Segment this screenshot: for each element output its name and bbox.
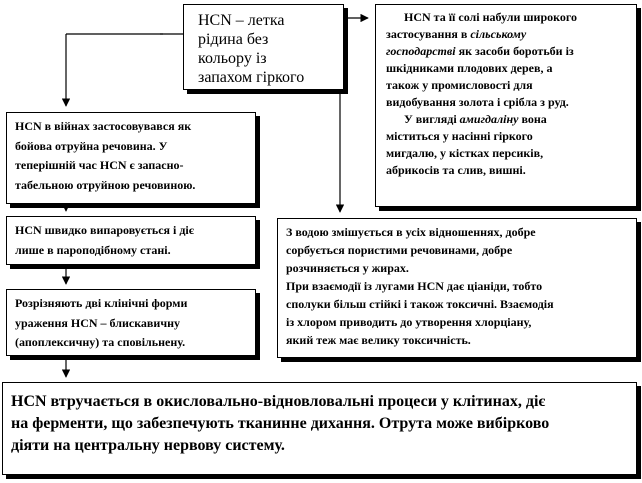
box-line: який теж має велику токсичність. bbox=[286, 333, 471, 347]
text-span: вона bbox=[518, 112, 547, 126]
box-line bbox=[386, 43, 630, 60]
box-line: також у промисловості для bbox=[386, 78, 533, 92]
box-line: HCN втручається в окисловально-відновловальні процеси у клітинах, діє bbox=[11, 393, 546, 410]
box-line: Розрізняють дві клінічні форми bbox=[15, 296, 188, 310]
box-line: видобування золота і срібла з руд. bbox=[386, 95, 569, 109]
box-hcn-clinical-forms bbox=[6, 289, 256, 356]
box-hcn-mechanism bbox=[2, 382, 637, 475]
box-hcn-usage bbox=[375, 4, 637, 207]
box-line: розчиняється у жирах. bbox=[286, 261, 409, 275]
box-line: HCN швидко випаровується і діє bbox=[15, 223, 194, 237]
box-line: мигдалю, у кістках персиків, bbox=[386, 146, 544, 160]
box-line: лише в пароподібному стані. bbox=[15, 242, 171, 257]
box-line: запахом гіркого bbox=[198, 69, 305, 86]
text-span-italic: господарстві bbox=[386, 44, 456, 58]
box-line: абрикосів та слив, вишні. bbox=[386, 163, 526, 177]
box-line: міститься у насінні гіркого bbox=[386, 129, 533, 143]
box-line: HCN – летка bbox=[198, 12, 285, 29]
box-line: ураження HCN – блискавичну bbox=[15, 315, 181, 330]
box-hcn-warfare bbox=[6, 112, 256, 204]
box-line: теперішній час HCN є запасно- bbox=[15, 158, 184, 172]
box-hcn-properties bbox=[183, 4, 344, 90]
text-span: У вигляді bbox=[404, 112, 460, 126]
text-span: застосування в bbox=[386, 27, 471, 41]
box-line: сорбується пористими речовинами, добре bbox=[286, 243, 513, 257]
box-line: кольору із bbox=[198, 50, 267, 67]
box-line: діяти на центральну нервову систему. bbox=[11, 437, 285, 454]
box-line: із хлором приводить до утворення хлорціану, bbox=[286, 315, 532, 329]
box-line: на ферменти, що забезпечують тканинне дихання. Отрута може вибірково bbox=[11, 415, 550, 432]
box-line: шкідниками плодових дерев, а bbox=[386, 61, 553, 75]
box-line: рідина без bbox=[198, 31, 269, 48]
box-line: При взаємодії із лугами HCN дає ціаніди, тобто bbox=[286, 279, 543, 293]
box-hcn-chemistry bbox=[277, 218, 637, 358]
text-span-italic: сільському bbox=[470, 27, 527, 41]
box-line: HCN в війнах застосовувався як bbox=[15, 119, 192, 133]
box-line: бойова отруйна речовина. У bbox=[15, 138, 168, 153]
text-span: як засоби боротьби із bbox=[455, 44, 574, 58]
text-span-italic: амигдаліну bbox=[459, 112, 519, 126]
box-hcn-evaporation bbox=[6, 216, 256, 265]
box-line: сполуки більш стійкі і також токсичні. Взаємодія bbox=[286, 297, 554, 311]
box-line bbox=[386, 111, 630, 128]
box-line: HCN та її солі набули широкого bbox=[404, 10, 578, 24]
box-line bbox=[386, 26, 630, 43]
box-line: (апоплексичну) та сповільнену. bbox=[15, 335, 186, 349]
box-line: З водою змішується в усіх відношеннях, добре bbox=[286, 225, 536, 239]
box-line: табельною отруйною речовиною. bbox=[15, 177, 196, 192]
